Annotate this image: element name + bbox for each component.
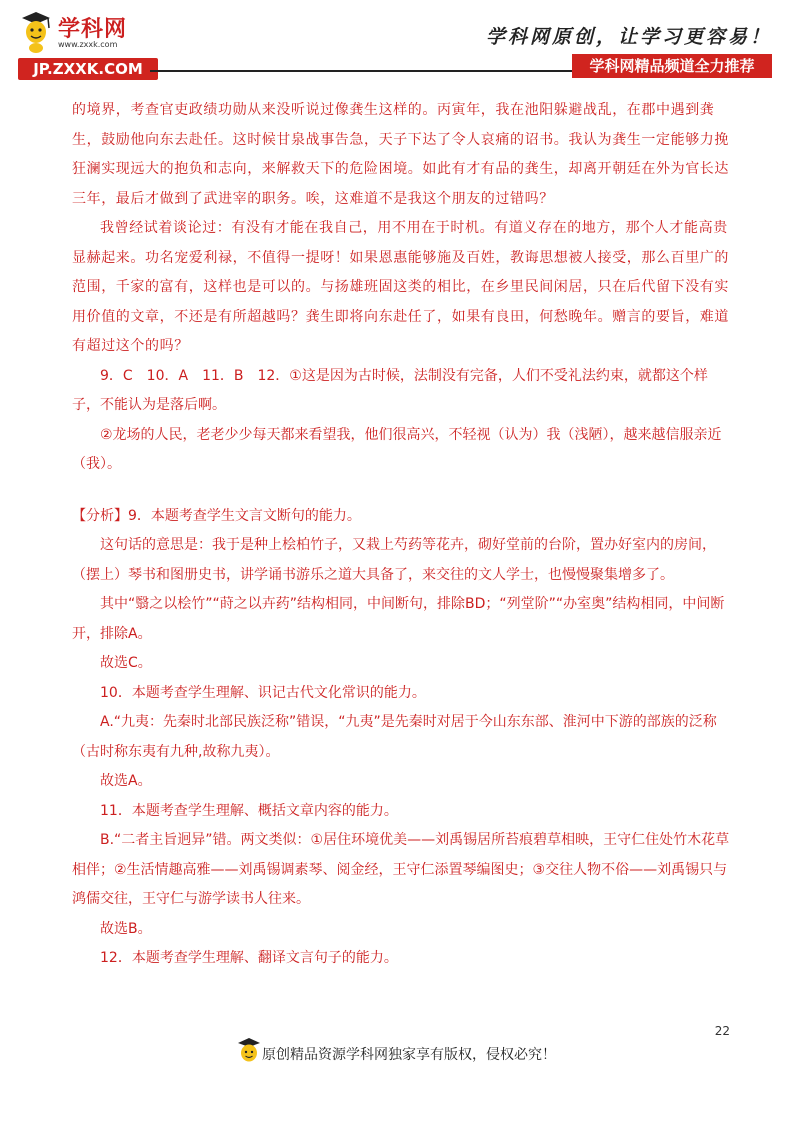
analysis-choice: 故选A。 bbox=[100, 773, 152, 789]
analysis-paragraph: 这句话的意思是：我于是种上桧柏竹子，又栽上芍药等花卉，砌好堂前的台阶，置办好室内的房间，（摆上）琴书和图册史书，讲学诵书游乐之道大具备了，来交往的文人学士，也慢慢聚集增多了。 bbox=[72, 537, 716, 583]
translation-paragraph: 我曾经试着谈论过：有没有才能在我自己，用不用在于时机。有道义存在的地方，那个人才能高贵显赫起来。功名宠爱利禄，不值得一提呀！如果恩惠能够施及百姓，教诲思想被人接受，那么百里广的范围，千家的富有，这样也是可以的。与扬雄班固这类的相比，在乡里民间闲居，只在后代留下没有实用价值的文章，不还是有所超越吗？龚生即将向东赴任了，如果有良田，何愁晚年。赠言的要旨，难道有超过这个的吗？ bbox=[72, 220, 729, 354]
analysis-choice: 故选B。 bbox=[100, 920, 152, 937]
page-footer bbox=[0, 1020, 800, 1080]
analysis-paragraph: 11．本题考查学生理解、概括文章内容的能力。 bbox=[100, 802, 398, 819]
analysis-paragraph: B.“二者主旨迥异”错。两文类似：①居住环境优美——刘禹锡居所苔痕碧草相映，王守仁住处竹木花草相伴；②生活情趣高雅——刘禹锡调素琴、阅金经，王守仁添置琴编图史；③交往人物不俗——刘禹锡只与鸿儒交往，王守仁与游学读书人往来。 bbox=[72, 832, 730, 907]
answer-line: 9．C 10．A 11．B 12．①这是因为古时候，法制没有完备，人们不受礼法约束，就都这个样子，不能认为是落后啊。 bbox=[72, 367, 708, 413]
page-header bbox=[0, 0, 800, 90]
zxxk-logo[interactable] bbox=[18, 8, 168, 80]
spacer bbox=[72, 480, 732, 502]
analysis-paragraph: 其中“翳之以桧竹”“莳之以卉药”结构相同，中间断句，排除BD；“列堂阶”“办室奥”结构相同，中间断开，排除A。 bbox=[72, 596, 725, 642]
mascot-icon bbox=[18, 8, 54, 54]
logo-domain-badge: JP.ZXXK.COM bbox=[18, 58, 158, 80]
mascot-icon bbox=[236, 1036, 262, 1066]
answer-line-2: ②龙场的人民，老老少少每天都来看望我，他们很高兴，不轻视（认为）我（浅陋），越来越信服亲近（我）。 bbox=[72, 426, 722, 472]
analysis-paragraph: A.“九夷：先秦时北部民族泛称”错误，“九夷”是先秦时对居于今山东东部、淮河中下游的部族的泛称（古时称东夷有九种,故称九夷）。 bbox=[72, 714, 717, 760]
analysis-heading: 【分析】9．本题考查学生文言文断句的能力。 bbox=[72, 507, 361, 524]
analysis-choice: 故选C。 bbox=[100, 655, 152, 671]
header-slogan: 学科网原创，让学习更容易！ bbox=[485, 26, 772, 48]
channel-banner: 学科网精品频道全力推荐 bbox=[572, 54, 772, 78]
page-number: 22 bbox=[714, 1024, 730, 1038]
analysis-paragraph: 10．本题考查学生理解、识记古代文化常识的能力。 bbox=[100, 684, 426, 701]
analysis-paragraph: 12．本题考查学生理解、翻译文言句子的能力。 bbox=[100, 950, 398, 966]
translation-paragraph: 的境界，考查官吏政绩功勋从来没听说过像龚生这样的。丙寅年，我在池阳躲避战乱，在郡中遇到龚生，鼓励他向东去赴任。这时候甘泉战事告急，天子下达了令人哀痛的诏书。我认为龚生一定能够力挽狂澜实现远大的抱负和志向，来解救天下的危险困境。如此有才有品的龚生，却离开朝廷在外为官长达三年，最后才做到了武进宰的职务。唉，这难道不是我这个朋友的过错吗？ bbox=[72, 102, 729, 207]
logo-brand-text: 学科网 bbox=[58, 17, 128, 42]
logo-url-small: www.zxxk.com bbox=[58, 40, 118, 49]
copyright-notice: 原创精品资源学科网独家享有版权，侵权必究！ bbox=[262, 1047, 556, 1063]
document-body bbox=[72, 96, 732, 974]
